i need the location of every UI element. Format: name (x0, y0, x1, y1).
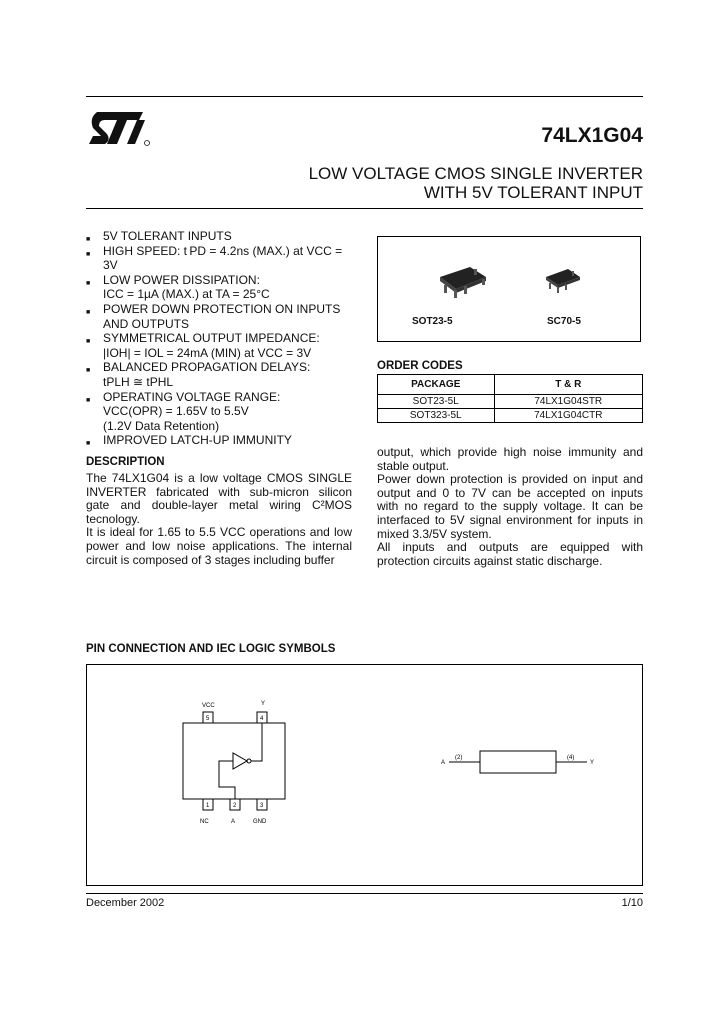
wire-output (251, 723, 262, 761)
table-cell: SOT23-5L (378, 395, 495, 409)
feature-item-cont: ICC = 1µA (MAX.) at TA = 25°C (103, 287, 270, 302)
bullet-icon: ■ (86, 279, 91, 287)
description-paragraph: It is ideal for 1.65 to 5.5 VCC operations and low power and low noise applications. The internal circuit is composed of 3 stages including buffer (86, 525, 352, 567)
logic-in-label: A (441, 760, 446, 766)
logic-in-num: (2) (455, 755, 463, 761)
pin-num: 2 (233, 803, 237, 809)
table-row (378, 409, 643, 423)
pin-diagram-box (86, 664, 643, 886)
feature-list (86, 229, 358, 448)
pin-label-nc: NC (200, 819, 209, 825)
feature-item-cont: |IOH| = IOL = 24mA (MIN) at VCC = 3V (103, 345, 312, 360)
bullet-icon: ■ (86, 308, 91, 316)
top-rule (86, 96, 643, 97)
table-header-row (378, 375, 643, 395)
description-paragraph: The 74LX1G04 is a low voltage CMOS SINGLE INVERTER fabricated with sub-micron silicon gate and double-layer metal wiring C²MOS tecnology. (86, 471, 352, 526)
table-cell: SOT323-5L (378, 409, 495, 423)
feature-item: ■ SYMMETRICAL OUTPUT IMPEDANCE: (86, 331, 358, 346)
pin-label-gnd: GND (253, 819, 267, 825)
subtitle-line1: LOW VOLTAGE CMOS SINGLE INVERTER (308, 164, 643, 183)
table-cell: 74LX1G04STR (494, 395, 643, 409)
part-number-title: 74LX1G04 (541, 124, 643, 147)
inverter-symbol (233, 753, 247, 769)
description-paragraph: output, which provide high noise immunity and stable output. (377, 445, 643, 473)
ic-body (183, 723, 285, 799)
package-box (377, 236, 641, 342)
pin-num: 5 (206, 716, 210, 722)
footer-date: December 2002 (86, 897, 165, 909)
pin-label-vcc: VCC (202, 703, 215, 709)
pin-label-y: Y (261, 701, 266, 707)
feature-item: ■ IMPROVED LATCH-UP IMMUNITY (86, 433, 358, 448)
st-logo-icon (87, 106, 153, 148)
footer-rule (86, 893, 643, 894)
description-paragraph: All inputs and outputs are equipped with protection circuits against static discharge. (377, 540, 643, 568)
column-header: T & R (494, 375, 643, 395)
logic-symbol-box (480, 751, 556, 773)
pin-num: 1 (206, 803, 210, 809)
feature-item-cont: AND OUTPUTS (103, 316, 190, 331)
pin-label-a: A (231, 819, 236, 825)
table-cell: 74LX1G04CTR (494, 409, 643, 423)
package-label-sc70: SC70-5 (547, 316, 581, 327)
pin-num: 3 (260, 803, 264, 809)
feature-item: ■ BALANCED PROPAGATION DELAYS: (86, 360, 358, 375)
description-title: DESCRIPTION (86, 456, 165, 468)
order-codes-table (377, 374, 643, 423)
footer-page-number: 1/10 (621, 897, 643, 909)
description-right-column (377, 446, 643, 568)
logic-out-label: Y (590, 760, 595, 766)
table-row (378, 395, 643, 409)
bullet-icon: ■ (86, 338, 91, 346)
subtitle-line2: WITH 5V TOLERANT INPUT (423, 183, 643, 202)
feature-item: ■ 5V TOLERANT INPUTS (86, 229, 358, 244)
logic-out-num: (4) (567, 755, 575, 761)
bullet-icon: ■ (86, 396, 91, 404)
description-left-column (86, 472, 352, 567)
feature-item-cont: (1.2V Data Retention) (103, 418, 220, 433)
feature-item: ■ OPERATING VOLTAGE RANGE: (86, 390, 358, 405)
feature-item-cont: VCC(OPR) = 1.65V to 5.5V (103, 404, 249, 419)
feature-item-cont: tPLH ≅ tPHL (103, 374, 174, 389)
header-rule (86, 208, 643, 209)
bullet-icon: ■ (86, 440, 91, 448)
order-codes-title: ORDER CODES (377, 360, 463, 372)
feature-item: ■ HIGH SPEED: t PD = 4.2ns (MAX.) at VCC = 3V (86, 243, 343, 273)
description-paragraph: Power down protection is provided on input and output and 0 to 7V can be accepted on inputs with no regard to the supply voltage. It can be interfaced to 5V signal environment for inputs in mixed 3.3/5V system. (377, 472, 643, 541)
feature-item: ■ LOW POWER DISSIPATION: (86, 273, 358, 288)
bullet-icon: ■ (86, 236, 91, 243)
pin-connection-diagram (87, 665, 642, 885)
sc70-chip-icon (538, 263, 586, 299)
sot23-chip-icon (430, 259, 494, 301)
feature-item: ■ POWER DOWN PROTECTION ON INPUTS (86, 302, 358, 317)
bullet-icon: ■ (86, 367, 91, 375)
bullet-icon: ■ (86, 250, 91, 258)
column-header: PACKAGE (378, 375, 495, 395)
pin-num: 4 (260, 716, 264, 722)
package-label-sot23: SOT23-5 (412, 316, 453, 327)
pin-section-title: PIN CONNECTION AND IEC LOGIC SYMBOLS (86, 643, 336, 655)
